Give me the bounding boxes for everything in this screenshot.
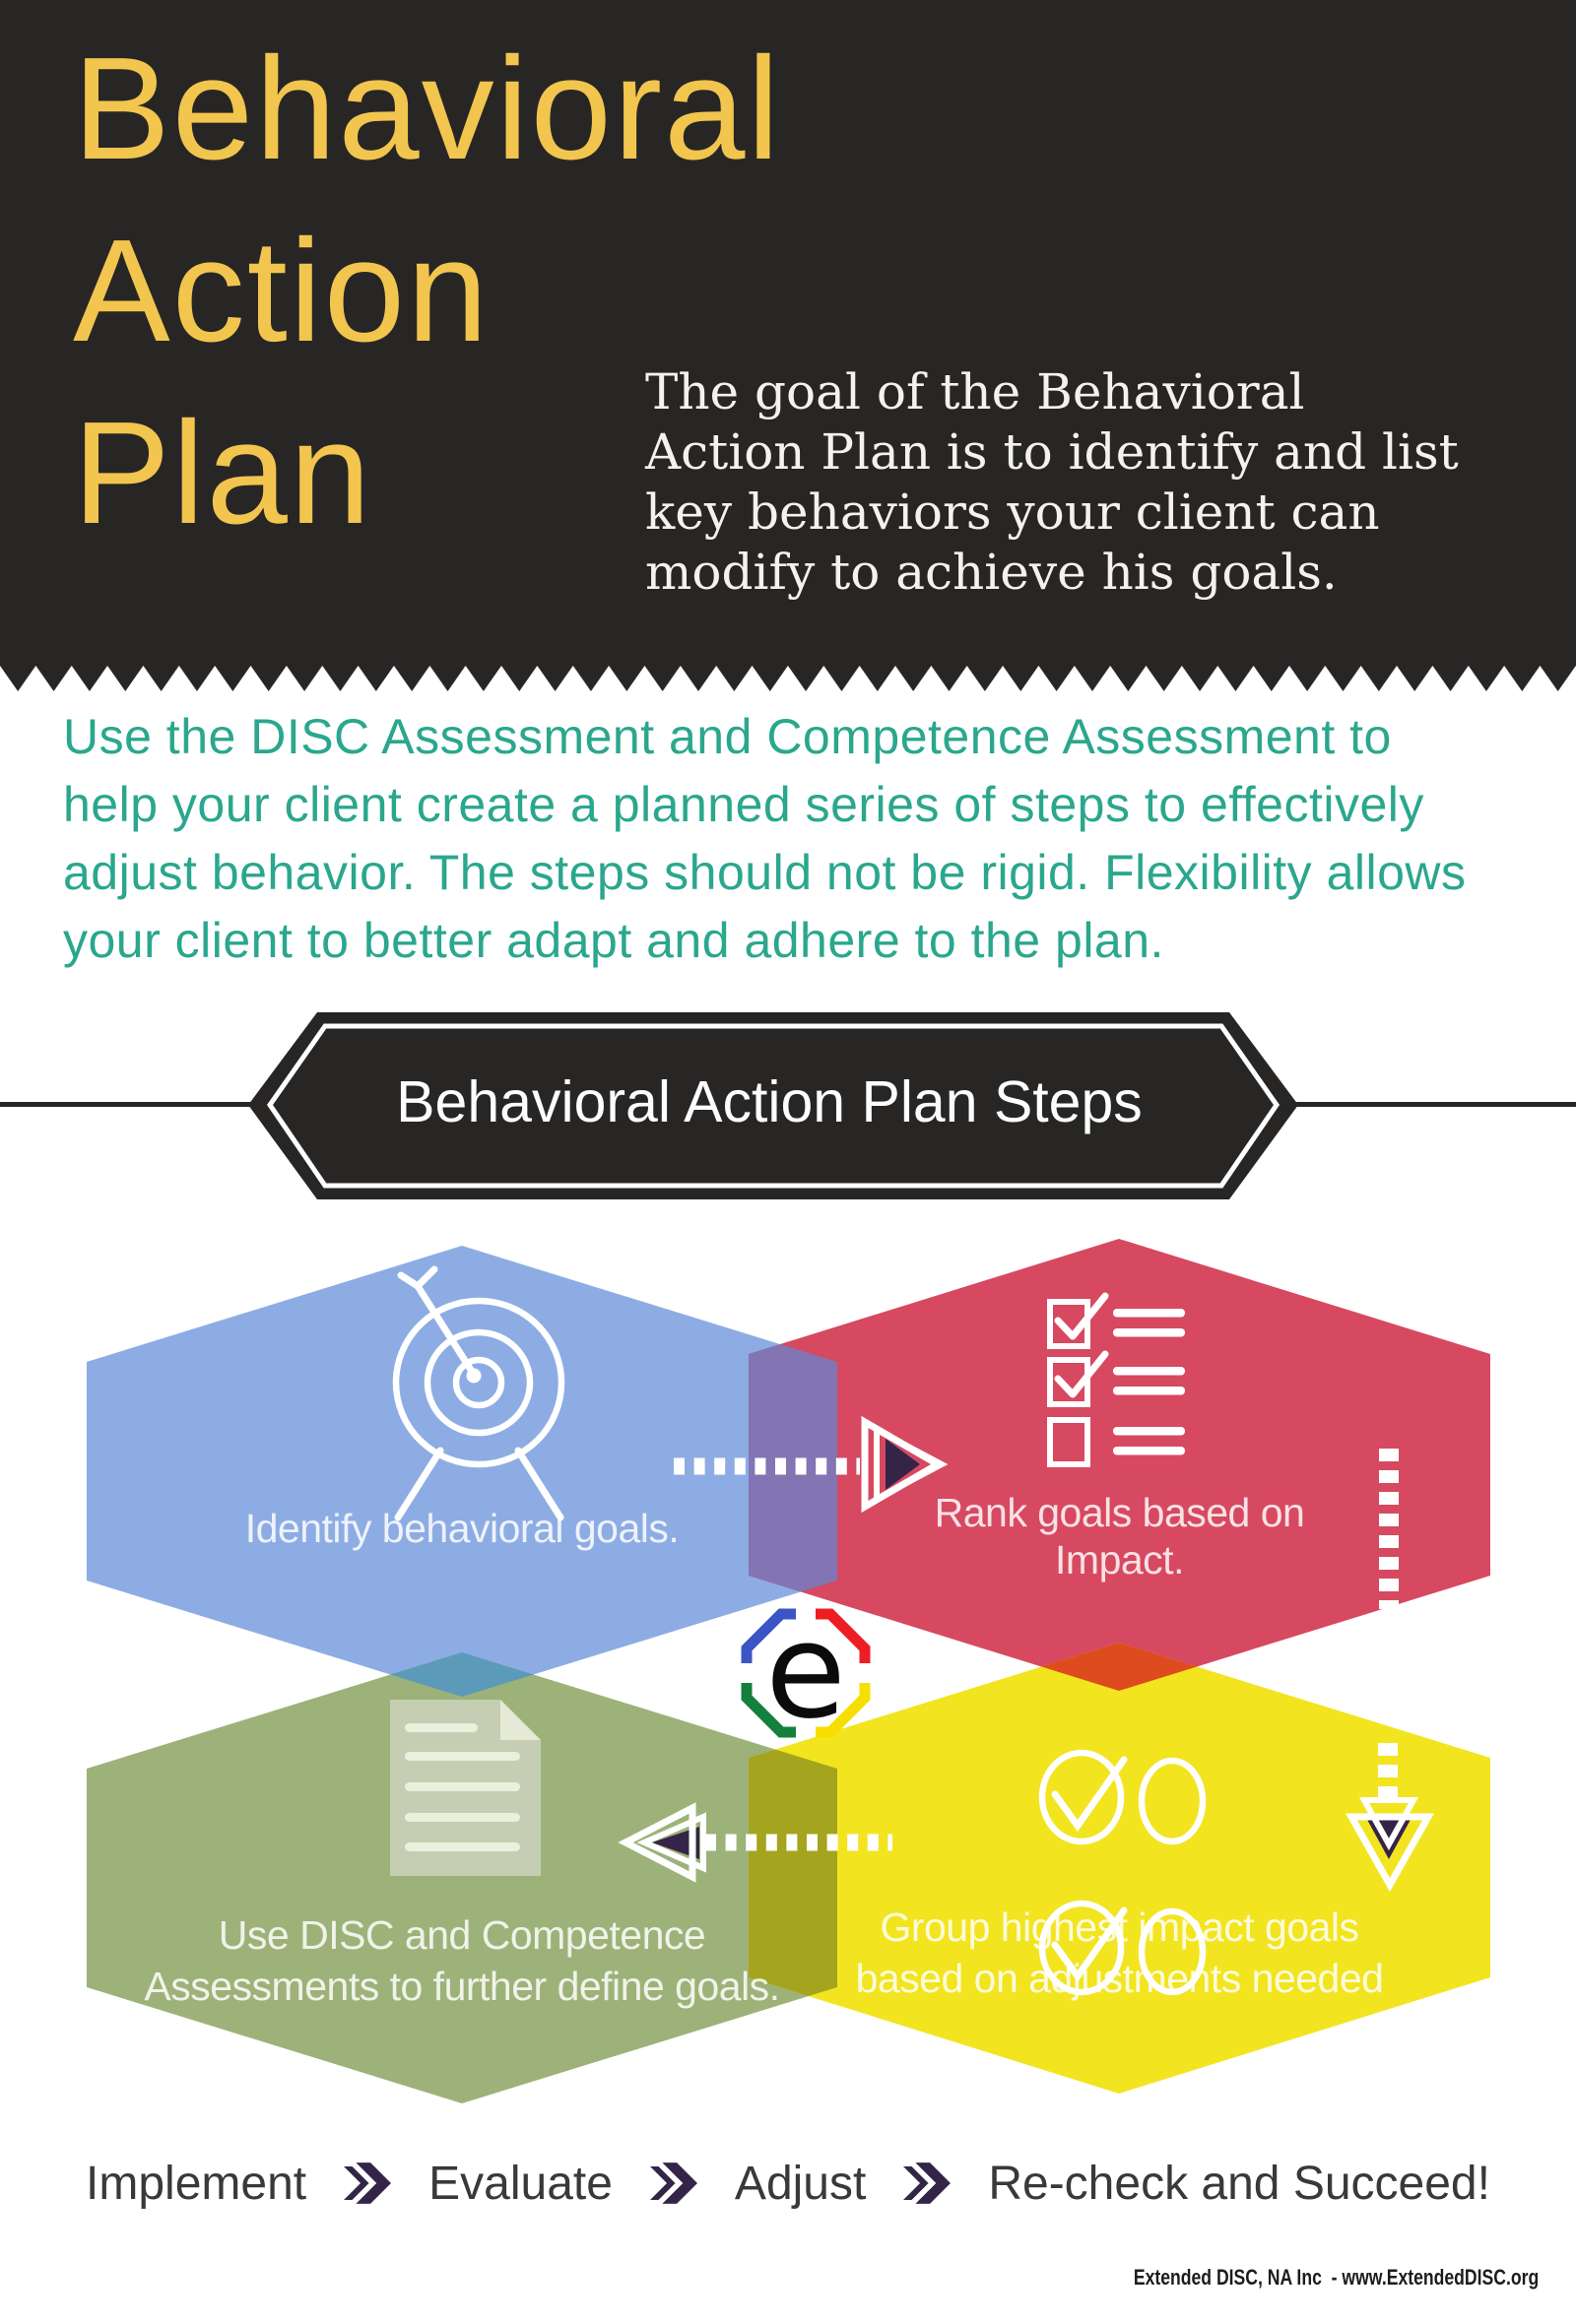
step-label-line: Group highest impact goals (880, 1904, 1359, 1950)
steps-banner-title: Behavioral Action Plan Steps (396, 1069, 1143, 1134)
step-label-rank (749, 1489, 1490, 1583)
step-label-line: Assessments to further define goals. (144, 1964, 780, 2009)
flow-item-adjust: Adjust (734, 2157, 867, 2210)
description-line: your client to better adapt and adhere to the plan. (63, 913, 1164, 968)
title-line-2: Action (73, 210, 491, 372)
step-label-group (749, 1902, 1490, 2004)
step-label-line: based on adjustments needed (855, 1956, 1384, 2001)
step-label-line: Identify behavioral goals. (244, 1506, 680, 1551)
step-label-line: Rank goals based on (934, 1490, 1305, 1535)
chevron-right-icon (903, 2156, 951, 2211)
flow-item-evaluate: Evaluate (428, 2157, 613, 2210)
intro-line: modify to achieve his goals. (645, 544, 1338, 601)
intro-line: Action Plan is to identify and list (645, 423, 1459, 481)
extended-disc-logo-letter: e (765, 1595, 846, 1748)
flow-row (0, 2145, 1576, 2222)
step-label-line: Use DISC and Competence (218, 1912, 706, 1958)
step-label-define (87, 1909, 837, 2012)
intro-line: The goal of the Behavioral (645, 363, 1305, 420)
step-label-line: Impact. (1055, 1537, 1184, 1582)
chevron-right-icon (650, 2156, 697, 2211)
step-label-identify (87, 1504, 837, 1553)
intro-line: key behaviors your client can (645, 484, 1380, 541)
document-icon (390, 1700, 541, 1876)
footer-credit: Extended DISC, NA Inc - www.ExtendedDISC.org (1133, 2265, 1539, 2290)
description-line: adjust behavior. The steps should not be rigid. Flexibility allows (63, 845, 1467, 900)
chevron-right-icon (344, 2156, 391, 2211)
flow-item-recheck: Re-check and Succeed! (988, 2157, 1490, 2210)
description-line: help your client create a planned series of steps to effectively (63, 777, 1424, 832)
title-line-1: Behavioral (73, 28, 782, 190)
flow-item-implement: Implement (86, 2157, 307, 2210)
description-line: Use the DISC Assessment and Competence Assessment to (63, 709, 1392, 764)
title-line-3: Plan (73, 392, 373, 554)
